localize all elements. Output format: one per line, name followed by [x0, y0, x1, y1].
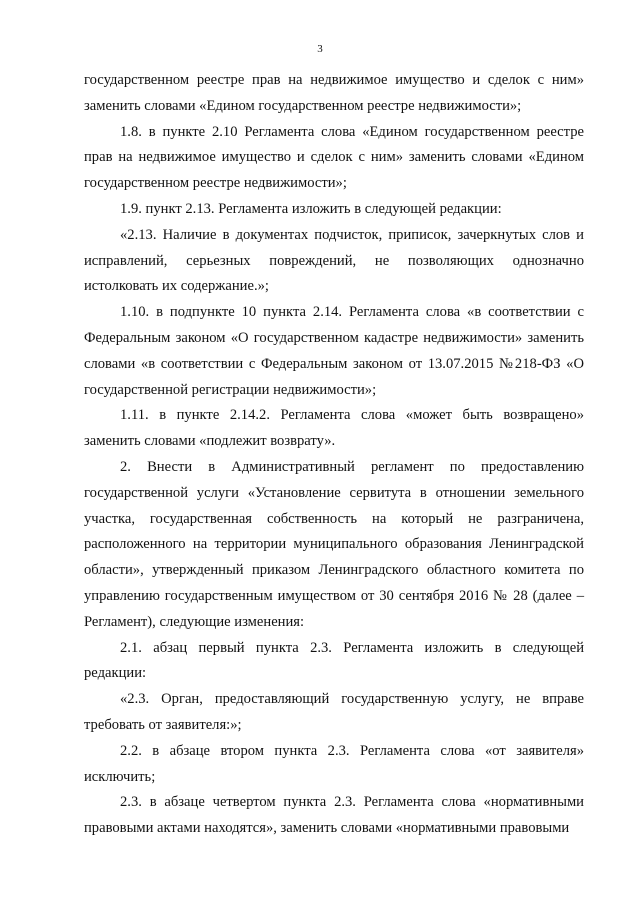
paragraph-quote-2-13: «2.13. Наличие в документах подчисток, приписок, зачеркнутых слов и исправлений, серьезных повреждений, не позволяющих однозначно истолковать их содержание.»; [84, 226, 584, 295]
paragraph-1-8: 1.8. в пункте 2.10 Регламента слова «Едином государственном реестре прав на недвижимое имущество и сделок с ним» заменить словами «Едином государственном реестре недвижимости»; [84, 123, 584, 192]
paragraph-2: 2. Внести в Административный регламент по предоставлению государственной услуги «Установление сервитута в отношении земельного участка, государственная собственность на который не разграничена, расположенного на территории муниципального образования Ленинградской области», утвержденный приказом Ленинградского областного комитета по управлению государственным имуществом от 30 сентября 2016 № 28 (далее – Регламент), следующие изменения: [84, 458, 584, 630]
paragraph-1-10: 1.10. в подпункте 10 пункта 2.14. Регламента слова «в соответствии с Федеральным законом «О государственном кадастре недвижимости» заменить словами «в соответствии с Федеральным законом от 13.07.2015 №218-ФЗ «О государственной регистрации недвижимости»; [84, 304, 584, 398]
page-number: 3 [317, 43, 323, 55]
paragraph-quote-2-3: «2.3. Орган, предоставляющий государственную услугу, не вправе требовать от заявителя:»; [84, 691, 584, 733]
paragraph-2-1: 2.1. абзац первый пункта 2.3. Регламента изложить в следующей редакции: [84, 639, 584, 682]
paragraph-1-11: 1.11. в пункте 2.14.2. Регламента слова «может быть возвращено» заменить словами «подлежит возврату». [84, 407, 584, 450]
paragraph-continuation: государственном реестре прав на недвижимое имущество и сделок с ним» заменить словами «Едином государственном реестре недвижимости»; [84, 72, 584, 114]
paragraph-2-2: 2.2. в абзаце втором пункта 2.3. Регламента слова «от заявителя» исключить; [84, 742, 584, 785]
paragraph-2-3: 2.3. в абзаце четвертом пункта 2.3. Регламента слова «нормативными правовыми актами находятся», заменить словами «нормативными правовыми [84, 794, 584, 837]
document-body [84, 68, 584, 842]
paragraph-1-9: 1.9. пункт 2.13. Регламента изложить в следующей редакции: [120, 200, 502, 217]
